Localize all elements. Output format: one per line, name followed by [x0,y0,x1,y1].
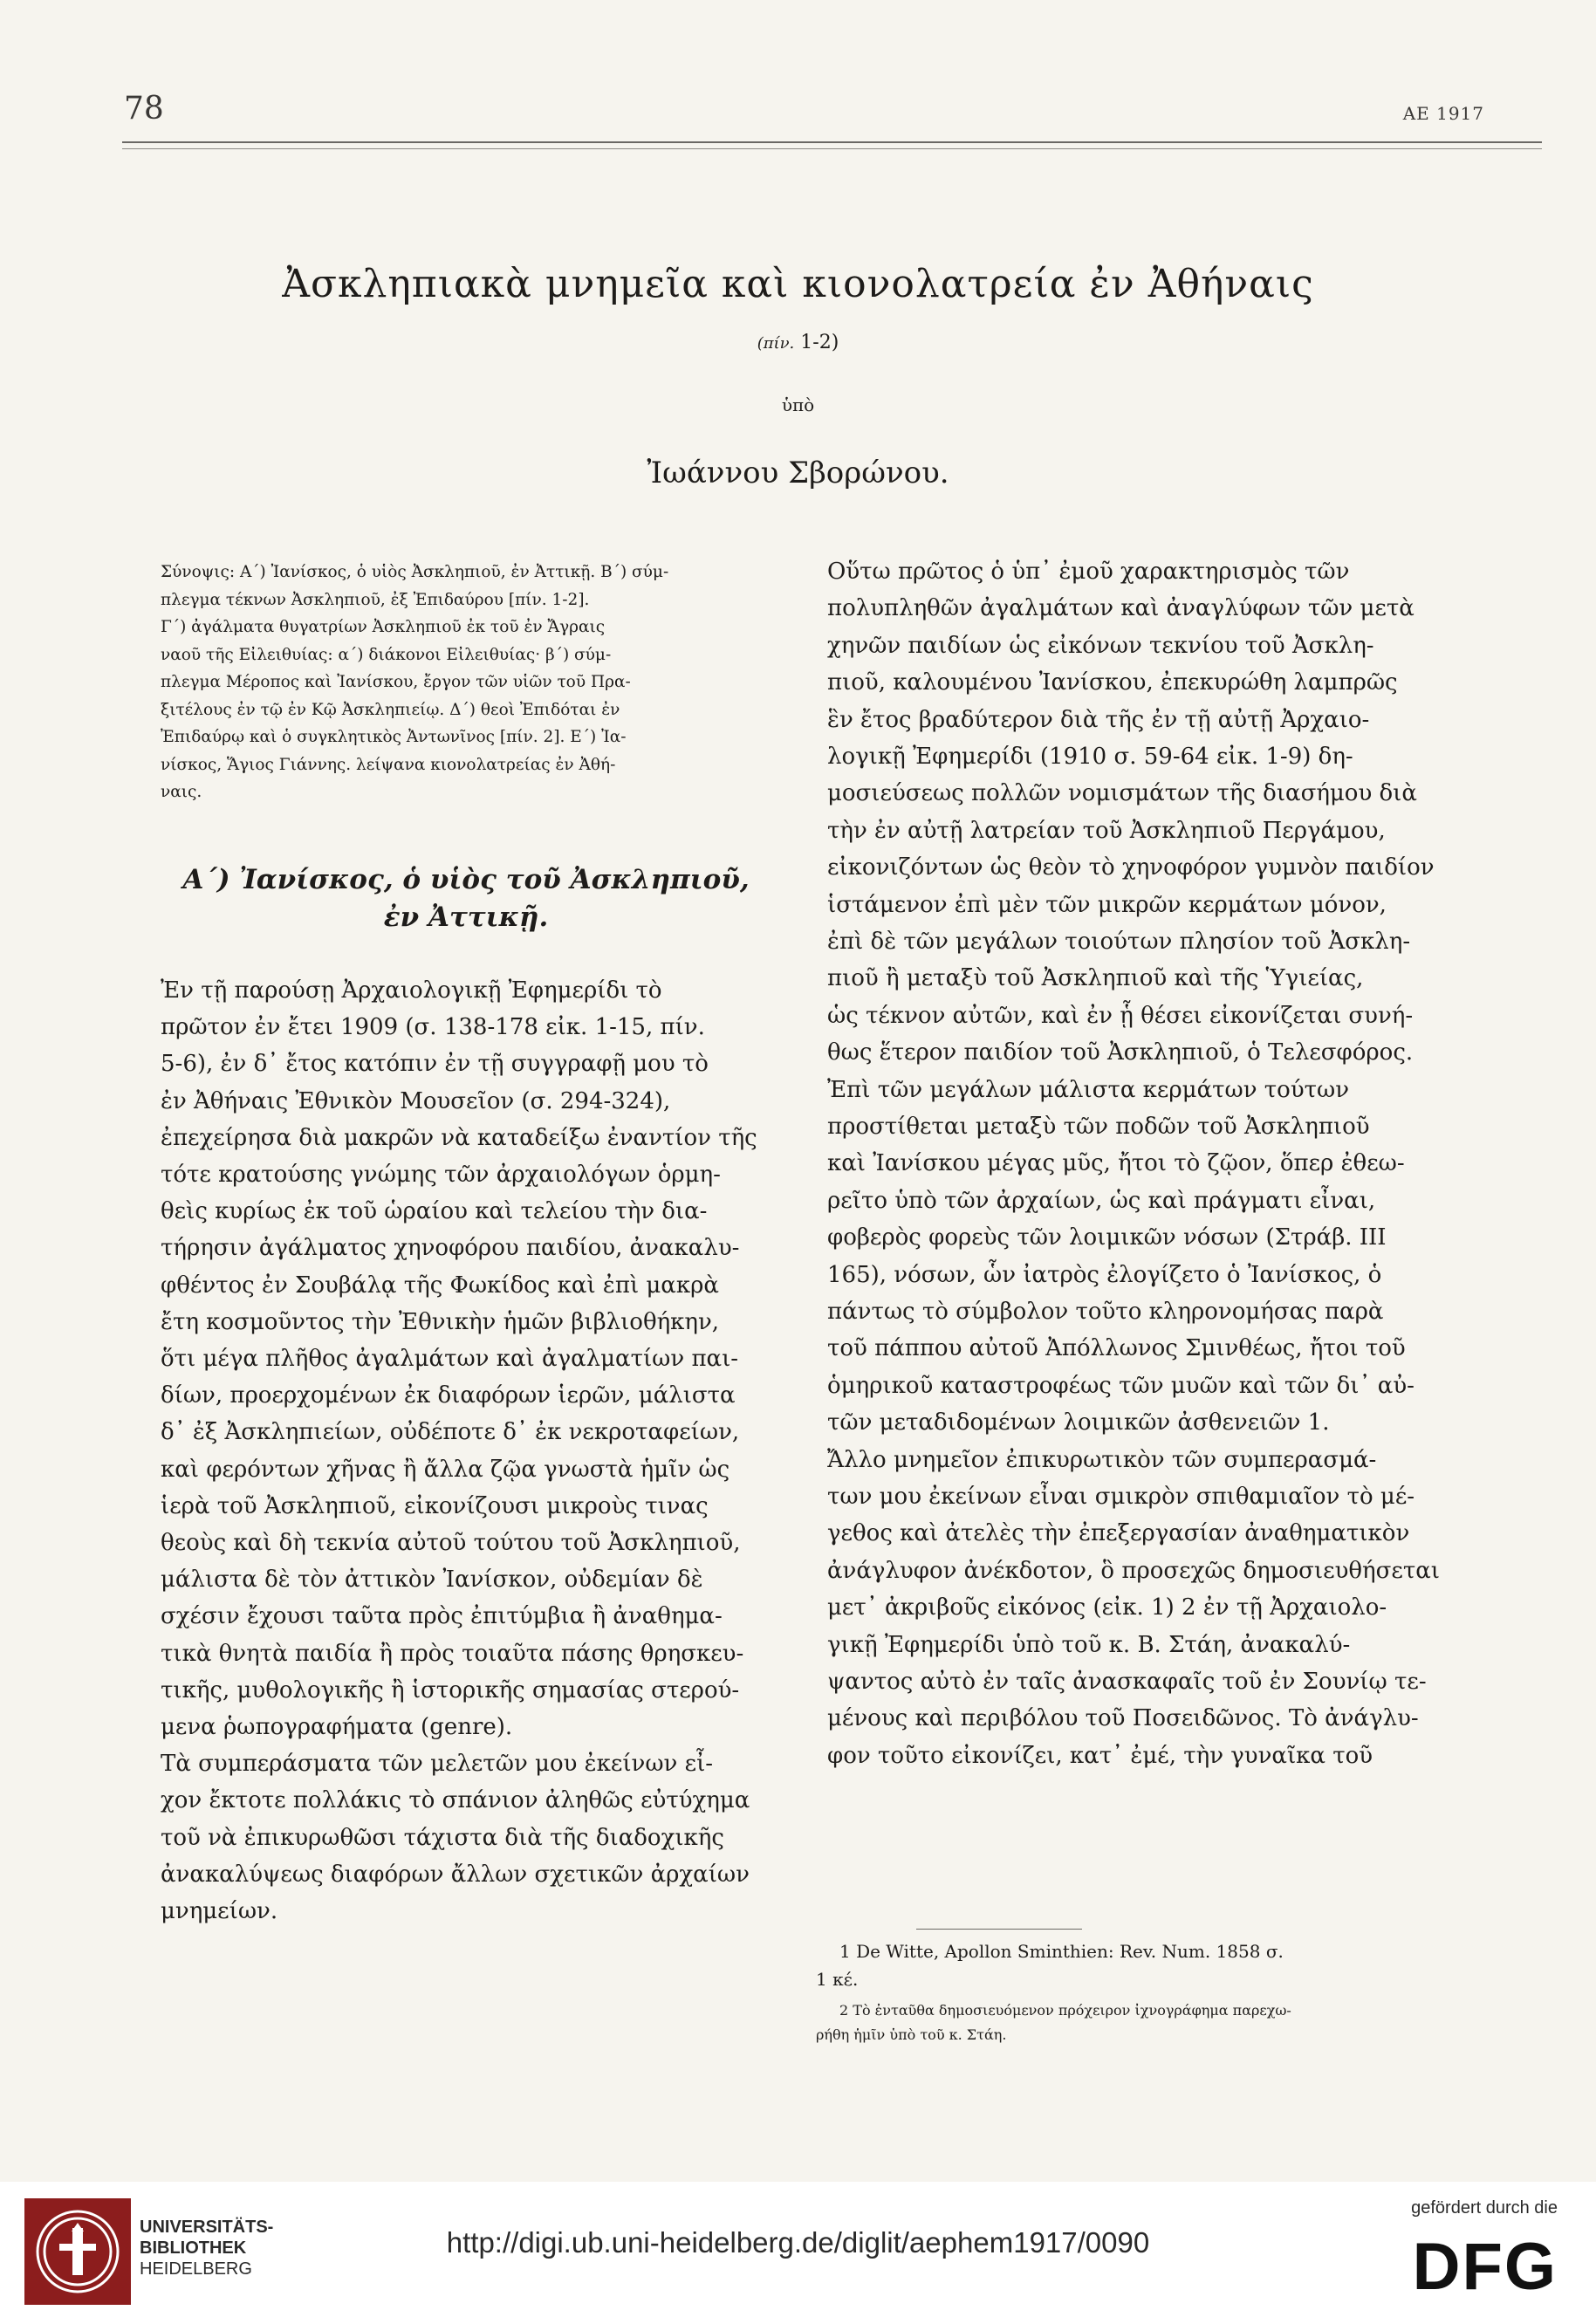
section-heading-line2: ἐν Ἀττικῇ. [383,901,549,933]
right-column-line: τῶν μεταδιδομένων λοιμικῶν ἀσθενειῶν 1. [827,1409,1330,1436]
synopsis-line: Γ΄) ἀγάλματα θυγατρίων Ἀσκληπιοῦ ἐκ τοῦ ἐν Ἄγραις [161,618,606,636]
right-column-line: Οὕτω πρῶτος ὁ ὑπ᾽ ἐμοῦ χαρακτηρισμὸς τῶν [827,559,1350,585]
synopsis-line: ξιτέλους ἐν τῷ ἐν Κῷ Ἀσκληπιείῳ. Δ΄) θεοὶ Ἐπιδόται ἐν [161,700,620,719]
synopsis-line: ναοῦ τῆς Εἰλειθυίας: α΄) διάκονοι Εἰλειθυίας· β΄) σύμ- [161,645,612,664]
right-column-line: ὡς τέκνον αὐτῶν, καὶ ἐν ᾗ θέσει εἰκονίζεται συνή- [827,1002,1414,1029]
right-column-line: μοσιεύσεως πολλῶν νομισμάτων τῆς διασήμου διὰ [827,780,1417,807]
left-column-line: μάλιστα δὲ τὸν ἀττικὸν Ἰανίσκον, οὐδεμίαν δὲ [161,1566,703,1594]
left-column-line: δ᾽ ἐξ Ἀσκληπιείων, οὐδέποτε δ᾽ ἐκ νεκροταφείων, [161,1419,740,1446]
right-column-line: λογικῇ Ἐφημερίδι (1910 σ. 59-64 εἰκ. 1-9) δη- [827,744,1353,770]
right-column-line: γικῇ Ἐφημερίδι ὑπὸ τοῦ κ. Β. Στάη, ἀνακαλύ- [827,1631,1351,1658]
synopsis-line: ναις. [161,783,202,801]
right-column-line: ἀνάγλυφον ἀνέκδοτον, ὃ προσεχῶς δημοσιευθήσεται [827,1557,1440,1584]
left-column-line: θεοὺς καὶ δὴ τεκνία αὐτοῦ τούτου τοῦ Ἀσκληπιοῦ, [161,1530,741,1556]
library-line1: UNIVERSITÄTS- [140,2218,274,2237]
left-column-line: ἱερὰ τοῦ Ἀσκληπιοῦ, εἰκονίζουσι μικροὺς τινας [161,1492,709,1519]
right-column-line: καὶ Ἰανίσκου μέγας μῦς, ἤτοι τὸ ζῷον, ὅπερ ἐθεω- [827,1150,1405,1177]
article-title: Ἀσκληπιακὰ μνημεῖα καὶ κιονολατρεία ἐν Ἀθήναις [282,262,1314,306]
digital-copy-url[interactable]: http://digi.ub.uni-heidelberg.de/diglit/aephem1917/0090 [446,2226,1150,2259]
right-column-line: ἓν ἔτος βραδύτερον διὰ τῆς ἐν τῇ αὐτῇ Ἀρχαιο- [827,706,1370,733]
right-column-line: των μου ἐκείνων εἶναι σμικρὸν σπιθαμιαῖον τὸ μέ- [827,1484,1415,1510]
plates-prefix: (πίν. [757,334,795,353]
section-heading-line1: Α΄) Ἰανίσκος, ὁ υἱὸς τοῦ Ἀσκληπιοῦ, [182,864,750,895]
left-column-line: δίων, προερχομένων ἐκ διαφόρων ἱερῶν, μάλιστα [161,1382,736,1409]
library-line2: BIBLIOTHEK [140,2238,247,2258]
left-column-line: Ἐν τῇ παρούσῃ Ἀρχαιολογικῇ Ἐφημερίδι τὸ [161,977,662,1004]
right-column-line: Ἐπὶ τῶν μεγάλων μάλιστα κερμάτων τούτων [827,1076,1350,1103]
synopsis-line: Σύνοψις: Α΄) Ἰανίσκος, ὁ υἱὸς Ἀσκληπιοῦ, ἐν Ἀττικῇ. Β΄) σύμ- [161,563,669,581]
left-column-line: τικῆς, μυθολογικῆς ἢ ἱστορικῆς σημασίας στερού- [161,1676,740,1704]
left-column-line: ἔτη κοσμοῦντος τὴν Ἐθνικὴν ἡμῶν βιβλιοθήκην, [161,1308,720,1335]
left-column-line: Τὰ συμπεράσματα τῶν μελετῶν μου ἐκείνων εἶ- [161,1751,714,1778]
right-column-line: Ἄλλο μνημεῖον ἐπικυρωτικὸν τῶν συμπερασμά- [827,1446,1377,1473]
left-column-line: τικὰ θνητὰ παιδία ἢ πρὸς τοιαῦτα πάσης θρησκευ- [161,1640,744,1667]
synopsis-line: νίσκος, Ἅγιος Γιάννης. λείψανα κιονολατρείας ἐν Ἀθή- [161,755,616,774]
left-column-line: ἐν Ἀθήναις Ἐθνικὸν Μουσεῖον (σ. 294-324), [161,1087,671,1114]
right-column-line: ἱστάμενον ἐπὶ μὲν τῶν μικρῶν κερμάτων μόνον, [827,891,1387,918]
left-column-line: σχέσιν ἔχουσι ταῦτα πρὸς ἐπιτύμβια ἢ ἀναθημα- [161,1603,723,1630]
footnote-2-line1: 2 Τὸ ἐνταῦθα δημοσιευόμενον πρόχειρον ἰχνογράφημα παρεχω- [839,2002,1291,2019]
left-column-line: ἐπεχείρησα διὰ μακρῶν νὰ καταδείξω ἐναντίον τῆς [161,1124,757,1151]
left-column-line: 5-6), ἐν δ᾽ ἔτος κατόπιν ἐν τῇ συγγραφῇ μου τὸ [161,1051,709,1078]
right-column-line: πάντως τὸ σύμβολον τοῦτο κληρονομήσας παρὰ [827,1299,1384,1325]
left-column-line: ὅτι μέγα πλῆθος ἀγαλμάτων καὶ ἀγαλματίων παι- [161,1346,739,1372]
synopsis-line: Ἐπιδαύρῳ καὶ ὁ συγκλητικὸς Ἀντωνῖνος [πίν. 2]. Ε΄) Ἰα- [161,728,627,746]
plates-reference [0,332,1596,353]
right-column-line: φοβερὸς φορεὺς τῶν λοιμικῶν νόσων (Στράβ. ΙΙΙ [827,1224,1387,1251]
footnote-1-line2: 1 κέ. [816,1969,859,1990]
footnote-1-line1: 1 De Witte, Apollon Sminthien: Rev. Num. 1858 σ. [839,1941,1284,1962]
page-number: 78 [124,91,164,127]
footnote-rule [916,1929,1082,1930]
right-column-line: προστίθεται μεταξὺ τῶν ποδῶν τοῦ Ἀσκληπιοῦ [827,1114,1370,1140]
right-column-line: γεθος καὶ ἀτελὲς τὴν ἐπεξεργασίαν ἀναθηματικὸν [827,1520,1410,1547]
synopsis-line: πλεγμα Μέροπος καὶ Ἰανίσκου, ἔργον τῶν υἱῶν τοῦ Πρα- [161,673,631,691]
synopsis-line: πλεγμα τέκνων Ἀσκληπιοῦ, ἐξ Ἐπιδαύρου [πίν. 1-2]. [161,590,590,609]
left-column-line: φθέντος ἐν Σουβάλᾳ τῆς Φωκίδος καὶ ἐπὶ μακρὰ [161,1272,719,1299]
left-column-line: μνημείων. [161,1898,278,1924]
right-column-line: 165), νόσων, ὧν ἰατρὸς ἐλογίζετο ὁ Ἰανίσκος, ὁ [827,1261,1382,1288]
footnote-2-line2: ρήθη ἡμῖν ὑπὸ τοῦ κ. Στάη. [816,2026,1007,2043]
right-column-line: μετ᾽ ἀκριβοῦς εἰκόνος (εἰκ. 1) 2 ἐν τῇ Ἀρχαιολο- [827,1594,1387,1621]
dfg-logo: DFG [1412,2230,1558,2304]
left-column-line: θεὶς κυρίως ἐκ τοῦ ὡραίου καὶ τελείου τὴν δια- [161,1198,708,1225]
right-column-line: ψαντος αὐτὸ ἐν ταῖς ἀνασκαφαῖς τοῦ ἐν Σουνίῳ τε- [827,1669,1427,1695]
right-column-line: εἰκονιζόντων ὡς θεὸν τὸ χηνοφόρον γυμνὸν παιδίον [827,854,1435,881]
right-column-line: φον τοῦτο εἰκονίζει, κατ᾽ ἐμέ, τὴν γυναῖκα τοῦ [827,1742,1373,1769]
right-column-line: θως ἕτερον παιδίον τοῦ Ἀσκληπιοῦ, ὁ Τελεσφόρος. [827,1039,1414,1066]
library-line3: HEIDELBERG [140,2259,252,2279]
left-column-line: τοῦ νὰ ἐπικυρωθῶσι τάχιστα διὰ τῆς διαδοχικῆς [161,1824,724,1851]
left-column-line: πρῶτον ἐν ἔτει 1909 (σ. 138-178 εἰκ. 1-15, πίν. [161,1014,705,1041]
header-rule-thin [122,148,1542,149]
right-column-line: πιοῦ ἢ μεταξὺ τοῦ Ἀσκληπιοῦ καὶ τῆς Ὑγιείας, [827,965,1364,992]
right-column-line: χηνῶν παιδίων ὡς εἰκόνων τεκνίου τοῦ Ἀσκλη- [827,632,1374,659]
left-column-line: ἀνακαλύψεως διαφόρων ἄλλων σχετικῶν ἀρχαίων [161,1861,750,1888]
author-name: Ἰωάννου Σβορώνου. [647,456,949,490]
left-column-line: τότε κρατούσης γνώμης τῶν ἀρχαιολόγων ὁρμη- [161,1162,721,1188]
byline-preposition: ὑπὸ [781,394,815,415]
left-column-line: χον ἔκτοτε πολλάκις τὸ σπάνιον ἀληθῶς εὐτύχημα [161,1787,750,1814]
left-column-line: μενα ῥωπογραφήματα (genre). [161,1714,513,1740]
right-column-line: μένους καὶ περιβόλου τοῦ Ποσειδῶνος. Τὸ ἀνάγλυ- [827,1705,1419,1732]
plates-range: 1-2) [800,332,839,353]
left-column-line: καὶ φερόντων χῆνας ἢ ἄλλα ζῷα γνωστὰ ἡμῖν ὡς [161,1456,730,1483]
running-head: ΑΕ 1917 [1402,103,1484,124]
left-column-line: τήρησιν ἀγάλματος χηνοφόρου παιδίου, ἀνακαλυ- [161,1235,740,1262]
right-column-line: τὴν ἐν αὐτῇ λατρείαν τοῦ Ἀσκληπιοῦ Περγάμου, [827,817,1386,844]
right-column-line: ρεῖτο ὑπὸ τῶν ἀρχαίων, ὡς καὶ πράγματι εἶναι, [827,1187,1376,1214]
right-column-line: ἐπὶ δὲ τῶν μεγάλων τοιούτων πλησίον τοῦ Ἀσκλη- [827,929,1411,955]
right-column-line: πιοῦ, καλουμένου Ἰανίσκου, ἐπεκυρώθη λαμπρῶς [827,669,1398,696]
right-column-line: πολυπληθῶν ἀγαλμάτων καὶ ἀναγλύφων τῶν μετὰ [827,595,1414,622]
right-column-line: τοῦ πάππου αὐτοῦ Ἀπόλλωνος Σμινθέως, ἤτοι τοῦ [827,1335,1406,1362]
header-rule [122,141,1542,143]
funding-note: gefördert durch die [1411,2198,1558,2218]
right-column-line: ὁμηρικοῦ καταστροφέως τῶν μυῶν καὶ τῶν δι᾽ αὐ- [827,1372,1414,1399]
